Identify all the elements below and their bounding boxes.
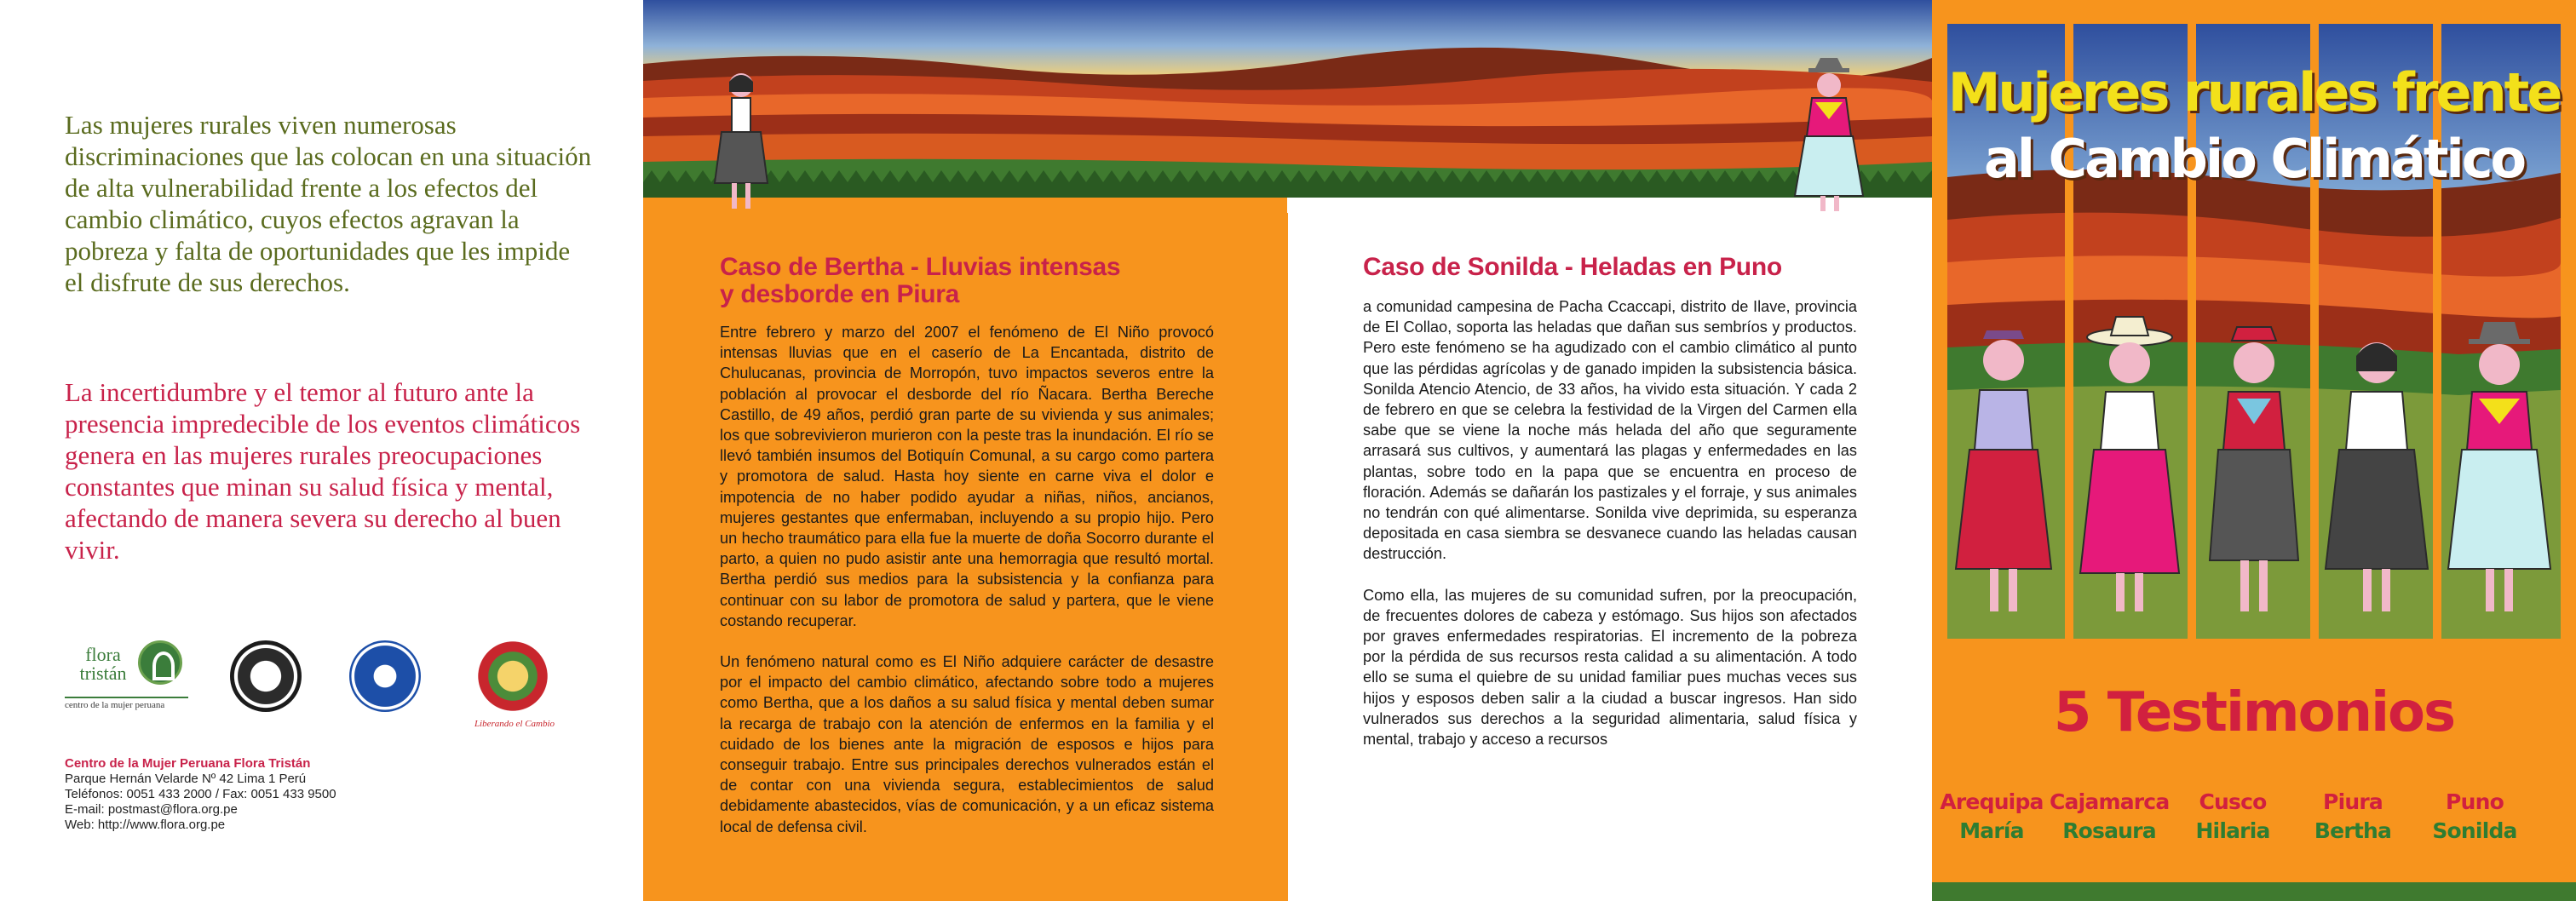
bertha-case-title — [720, 254, 1231, 308]
place-person: Rosaura — [2062, 818, 2156, 843]
flora-logo-subtitle: centro de la mujer peruana — [65, 697, 188, 710]
place-person: Bertha — [2314, 818, 2392, 843]
bertha-paragraph-1: Entre febrero y marzo del 2007 el fenómeno de El Niño provocó intensas lluvias que en el caserío de La Encantada, distrito de Chulucanas, provincia de Morropón, tuvo impactos severos entre la población al provocar el desborde del río Ñacara. Bertha Bereche Castillo, de 49 años, perdió gran parte de su vivienda y sus animales; los que sobrevivieron murieron con la peste tras la inundación. El río se llevó también insumos del Botiquín Comunal, a su cargo como partera y promotora de salud. Hasta hoy siente en carne viva el dolor e impotencia de no haber podido ayudar a niñas, niños, ancianos, mujeres gestantes que enfermaban, incluyendo a su propio hijo. Pero un hecho traumático para ella fue la muerte de doña Socorro durante el parto, a quien no pudo asistir ante una hemorragia que resultó mortal. Bertha perdió sus medios para la subsistencia y la confianza para continuar con su labor de promotora de salud y partera, que le viene costando recuperar. — [720, 324, 1214, 629]
contact-phones: Teléfonos: 0051 433 2000 / Fax: 0051 433 9500 — [65, 787, 336, 801]
place-cusco — [2173, 788, 2292, 846]
flora-logo-word: flora tristán — [79, 644, 127, 684]
place-city: Cajamarca — [2050, 789, 2170, 814]
sonilda-paragraph-1: a comunidad campesina de Pacha Ccaccapi, distrito de Ilave, provincia de El Collao, soporta las heladas que dañan sus sembríos y productos. Pero este fenómeno se ha agudizado con el cambio climático al punto que las pérdidas agrícolas y de ganado impiden la subsistencia básica. Sonilda Atencio Atencio, de 33 años, ha vivido esta situación. Y cada 2 de febrero en que se celebra la festividad de la Virgen del Carmen ella sabe que se viene la noche más helada del año que seguramente arrasará sus cultivos, y aumentará las plagas y enfermedades en las plantas, sobre todo en la papa que se encuentra en proceso de floración. Además se dañarán los pastizales y el forraje, y sus animales no tendrán con qué alimentarse. Sonilda vive deprimida, su esperanza depositada en casa siembra se desvanece cuando las heladas causan destrucción. — [1363, 298, 1857, 563]
bertha-case-body — [720, 322, 1214, 858]
flora-emblem-icon — [138, 640, 182, 685]
cover-bottom-bar — [1932, 882, 2576, 901]
cover-subtitle: 5 Testimonios — [2053, 681, 2455, 744]
landscape-illustration — [643, 0, 1932, 213]
landscape-banner — [643, 0, 1932, 213]
intro-paragraph: Las mujeres rurales viven numerosas discriminaciones que las colocan en una situación de alta vulnerabilidad frente a los efectos del cambio climático, cuyos efectos agravan la pobreza y falta de oportunidades que les impide el disfrute de sus derechos. — [65, 110, 592, 297]
place-cajamarca — [2050, 788, 2169, 846]
place-person: Sonilda — [2432, 818, 2517, 843]
place-city: Puno — [2446, 789, 2504, 814]
partner-seal-logo — [230, 640, 302, 712]
place-puno — [2415, 788, 2534, 846]
place-piura — [2293, 788, 2412, 846]
place-arequipa — [1932, 788, 2051, 846]
contact-web[interactable]: Web: http://www.flora.org.pe — [65, 818, 226, 832]
testimony-places — [1932, 788, 2576, 847]
place-city: Arequipa — [1940, 789, 2044, 814]
sonilda-case-body — [1363, 296, 1857, 770]
partner-logos — [65, 640, 576, 729]
contact-address: Parque Hernán Velarde Nº 42 Lima 1 Perú — [65, 772, 307, 786]
place-person: Hilaria — [2195, 818, 2270, 843]
place-city: Piura — [2323, 789, 2383, 814]
bertha-title-line2: y desborde en Piura — [720, 280, 960, 308]
cover-title-line2: al Cambio Climático — [1983, 128, 2525, 190]
contact-org: Centro de la Mujer Peruana Flora Tristán — [65, 756, 311, 771]
cover-title — [1932, 60, 2576, 192]
sonilda-case-title: Caso de Sonilda - Heladas en Puno — [1363, 253, 1782, 281]
contact-email[interactable]: E-mail: postmast@flora.org.pe — [65, 802, 238, 817]
bertha-paragraph-2: Un fenómeno natural como es El Niño adquiere carácter de desastre por el impacto del cambio climático, afectando sobre todo a mujeres como Bertha, que a los daños a su salud física y mental deben sumar la recarga de trabajo con la atención de enfermos en la familia y el cuidado de los bienes ante la migración de esposos e hijos para conseguir trabajo. Entre sus principales derechos vulnerados están el de contar con una vivienda segura, establecimientos de salud debidamente abastecidos, vías de comunicación, y a un eficaz sistema local de defensa civil. — [720, 653, 1214, 835]
place-city: Cusco — [2199, 789, 2267, 814]
flora-tristan-logo — [65, 640, 184, 717]
second-paragraph: La incertidumbre y el temor al futuro ante la presencia impredecible de los eventos climáticos genera en las mujeres rurales preocupaciones constantes que minan su salud física y mental, afectando de manera severa su derecho al buen vivir. — [65, 377, 581, 565]
bertha-title-line1: Caso de Bertha - Lluvias intensas — [720, 253, 1121, 281]
partner-blue-seal-logo — [349, 640, 421, 712]
cover-title-line1: Mujeres rurales frente — [1947, 61, 2561, 123]
place-person: María — [1959, 818, 2024, 843]
liberando-el-cambio-logo — [477, 640, 549, 712]
sonilda-paragraph-2: Como ella, las mujeres de su comunidad sufren, por la preocupación, de frecuentes dolores de cabeza y estómago. Sus hijos son afectados por graves enfermedades respiratorias. El incremento de la pobreza por la pérdida de sus recursos resta calidad a su alimentación. A todo ello se suma el quiebre de su unidad familiar pues muchas veces sus hijos y esposos deben salir a la ciudad a buscar ingresos. Han sido vulnerados sus derechos a la seguridad alimentaria, salud física y mental, trabajo y acceso a recursos — [1363, 586, 1857, 749]
liberando-logo-caption: Liberando el Cambio — [474, 719, 555, 729]
contact-block — [65, 756, 336, 833]
